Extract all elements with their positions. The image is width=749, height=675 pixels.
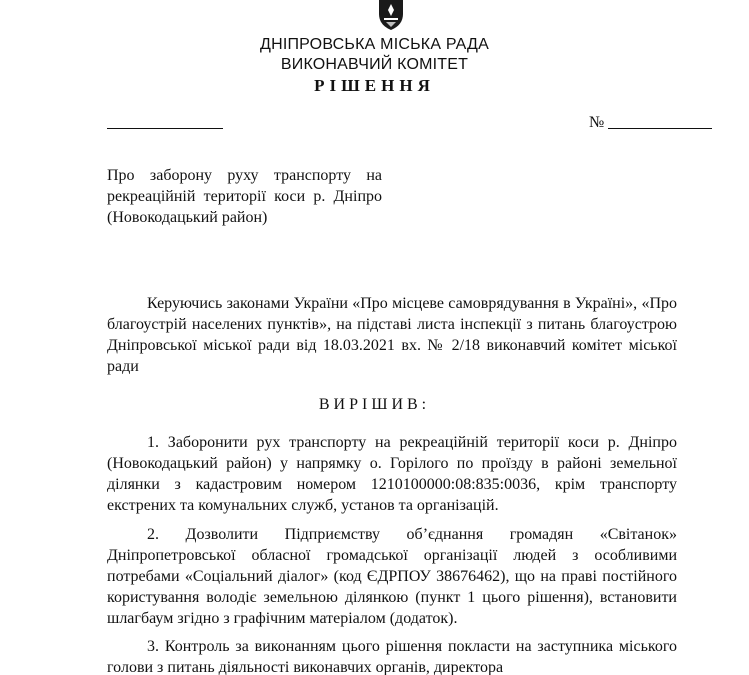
preamble: Керуючись законами України «Про місцеве самоврядування в Україні», «Про благоустрій населених пунктів», на підставі листа інспекції з питань благоустрою Дніпровської міської ради від 18.03.2021 вх. № 2/18 виконавчий комітет міської ради <box>107 295 677 375</box>
decision-item-3: 3. Контроль за виконанням цього рішення покласти на заступника міського голови з питань діяльності виконавчих органів, директора <box>107 638 677 675</box>
decision-item-2: 2. Дозволити Підприємству об’єднання громадян «Світанок» Дніпропетровської обласної громадської організації людей з особливими потребами «Соціальний діалог» (код ЄДРПОУ 38676462), що на праві постійного користування володіє земельною ділянкою (пункт 1 цього рішення), встановити шлагбаум згідно з графічним матеріалом (додаток). <box>107 526 677 627</box>
number-label: № <box>589 114 605 131</box>
decision-item-1: 1. Заборонити рух транспорту на рекреаційній території коси р. Дніпро (Новокодацький район) у напрямку о. Горілого по проїзду в районі земельної ділянки з кадастровим номером 1210100000:08:835:0036, крім транспорту екстрених та комунальних служб, установ та організацій. <box>107 434 677 514</box>
committee-name: ВИКОНАВЧИЙ КОМІТЕТ <box>280 56 469 73</box>
dnipro-coat-of-arms-icon <box>376 0 406 30</box>
date-line <box>107 128 223 129</box>
resolved-heading: ВИРІШИВ: <box>318 396 431 413</box>
decision-subject: Про заборону руху транспорту на рекреаційній території коси р. Дніпро (Новокодацький район) <box>107 167 382 226</box>
council-name: ДНІПРОВСЬКА МІСЬКА РАДА <box>260 36 489 53</box>
document-type: РІШЕННЯ <box>314 76 435 95</box>
number-line <box>608 128 712 129</box>
